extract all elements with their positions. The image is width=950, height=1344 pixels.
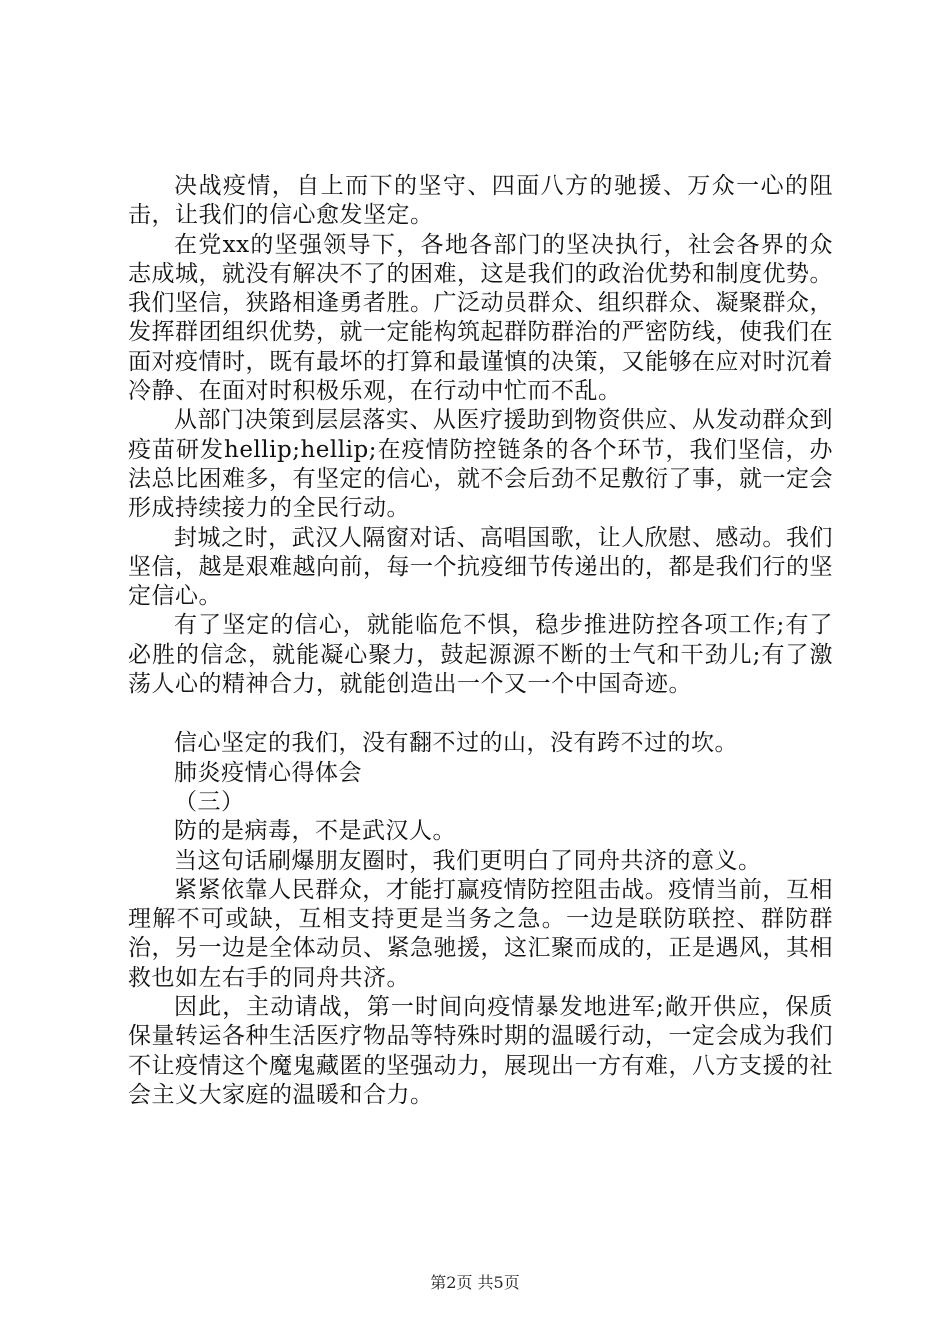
paragraph: 信心坚定的我们，没有翻不过的山，没有跨不过的坎。 [174, 730, 738, 757]
paragraph: 紧紧依靠人民群众，才能打赢疫情防控阻击战。疫情当前，互相理解不可或缺，互相支持更是当务之急。一边是联防联控、群防群治，另一边是全体动员、紧急驰援，这汇聚而成的，正是遇风，其相救也如左右手的同舟共济。 [128, 876, 833, 991]
paragraph: 因此，主动请战，第一时间向疫情暴发地进军;敞开供应，保质保量转运各种生活医疗物品等特殊时期的温暖行动，一定会成为我们不让疫情这个魔鬼藏匿的坚强动力，展现出一方有难，八方支援的社会主义大家庭的温暖和合力。 [128, 994, 833, 1108]
paragraph: 有了坚定的信心，就能临危不惧，稳步推进防控各项工作;有了必胜的信念，就能凝心聚力，鼓起源源不断的士气和干劲儿;有了激荡人心的精神合力，就能创造出一个又一个中国奇迹。 [128, 612, 833, 698]
paragraph: 在党xx的坚强领导下，各地各部门的坚决执行，社会各界的众志成城，就没有解决不了的困难，这是我们的政治优势和制度优势。我们坚信，狭路相逢勇者胜。广泛动员群众、组织群众、凝聚群众，发挥群团组织优势，就一定能构筑起群防群治的严密防线，使我们在面对疫情时，既有最坏的打算和最谨慎的决策，又能够在应对时沉着冷静、在面对时积极乐观，在行动中忙而不乱。 [128, 231, 833, 405]
section-number: （三） [174, 788, 245, 815]
paragraph: 决战疫情，自上而下的坚守、四面八方的驰援、万众一心的阻击，让我们的信心愈发坚定。 [128, 173, 833, 229]
paragraph: 防的是病毒，不是武汉人。 [174, 818, 456, 845]
body-text [128, 172, 833, 1110]
section-title: 肺炎疫情心得体会 [174, 759, 362, 786]
paragraph: 当这句话刷爆朋友圈时，我们更明白了同舟共济的意义。 [174, 847, 762, 874]
paragraph: 从部门决策到层层落实、从医疗援助到物资供应、从发动群众到疫苗研发hellip;hellip;在疫情防控链条的各个环节，我们坚信，办法总比困难多，有坚定的信心，就不会后劲不足敷衍了事，就一定会形成持续接力的全民行动。 [128, 407, 833, 522]
page-footer: 第2页 共5页 [430, 1273, 520, 1292]
paragraph: 封城之时，武汉人隔窗对话、高唱国歌，让人欣慰、感动。我们坚信，越是艰难越向前，每一个抗疫细节传递出的，都是我们行的坚定信心。 [128, 524, 833, 610]
blank-line [128, 699, 833, 729]
